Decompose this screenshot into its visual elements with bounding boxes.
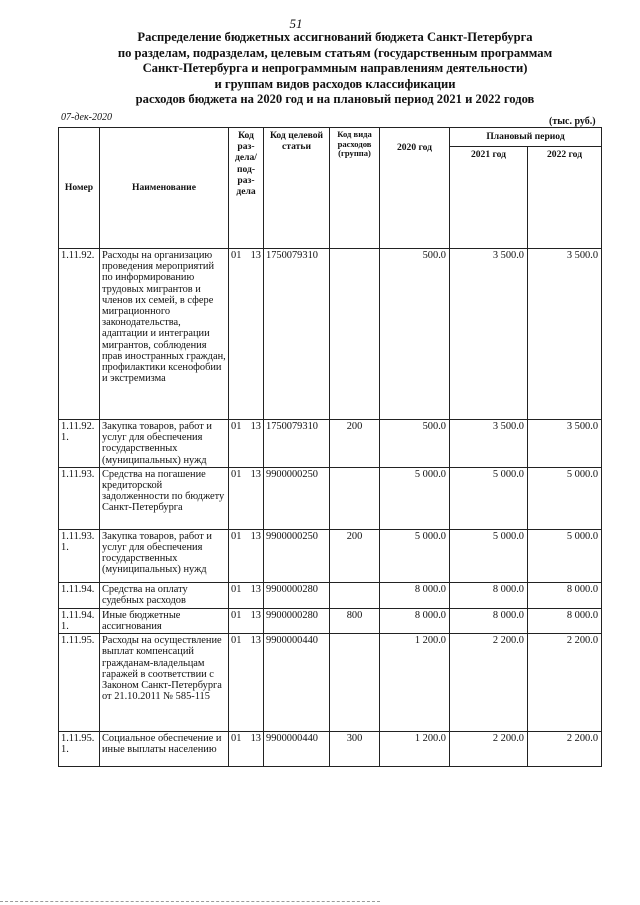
row-value-2021: 3 500.0 xyxy=(450,420,528,468)
row-name: Расходы на организацию проведения мероприятий по информированию трудовых мигрантов и членов их семей, в сфере миграционного законодательства, адаптации и интеграции мигрантов, соблюдения прав иностранных граждан, профилактики ксенофобии и экстремизма xyxy=(100,249,229,420)
row-target-code: 1750079310 xyxy=(264,420,330,468)
row-value-2022: 8 000.0 xyxy=(528,608,602,633)
row-value-2022: 5 000.0 xyxy=(528,467,602,529)
row-number: 1.11.93. xyxy=(59,467,100,529)
title-line: Распределение бюджетных ассигнований бюджета Санкт-Петербурга xyxy=(137,30,533,44)
section-subsection-pair xyxy=(231,610,261,621)
row-expense-type: 300 xyxy=(330,732,380,767)
section-subsection-pair xyxy=(231,531,261,542)
section-subsection-pair xyxy=(231,421,261,432)
row-value-2020: 8 000.0 xyxy=(380,608,450,633)
row-value-2020: 5 000.0 xyxy=(380,467,450,529)
table-row xyxy=(59,420,602,468)
row-target-code: 9900000440 xyxy=(264,634,330,732)
row-number: 1.11.92. 1. xyxy=(59,420,100,468)
section-subsection-pair xyxy=(231,635,261,646)
row-value-2021: 8 000.0 xyxy=(450,582,528,608)
row-value-2020: 500.0 xyxy=(380,249,450,420)
row-subsection: 13 xyxy=(250,609,261,621)
table-row xyxy=(59,582,602,608)
row-value-2021: 2 200.0 xyxy=(450,732,528,767)
header-expense-type-code: Код вида расходов (группа) xyxy=(330,128,380,249)
row-section: 01 xyxy=(231,635,242,647)
row-section-code xyxy=(229,732,264,767)
row-section-code xyxy=(229,249,264,420)
row-value-2021: 5 000.0 xyxy=(450,467,528,529)
row-value-2022: 3 500.0 xyxy=(528,249,602,420)
header-row xyxy=(59,128,602,147)
header-target-code: Код целевой статьи xyxy=(264,128,330,249)
row-subsection: 13 xyxy=(250,468,261,480)
table-row xyxy=(59,608,602,633)
table-row xyxy=(59,634,602,732)
title-line: Санкт-Петербурга и непрограммным направлениям деятельности) xyxy=(142,61,528,75)
row-subsection: 13 xyxy=(250,733,261,745)
row-name: Средства на оплату судебных расходов xyxy=(100,582,229,608)
row-subsection: 13 xyxy=(250,530,261,542)
row-number: 1.11.92. xyxy=(59,249,100,420)
row-section-code xyxy=(229,608,264,633)
section-subsection-pair xyxy=(231,250,261,261)
row-expense-type xyxy=(330,249,380,420)
row-name: Социальное обеспечение и иные выплаты населению xyxy=(100,732,229,767)
row-value-2021: 5 000.0 xyxy=(450,529,528,582)
budget-table xyxy=(58,127,602,767)
row-value-2021: 8 000.0 xyxy=(450,608,528,633)
row-expense-type: 200 xyxy=(330,529,380,582)
table-row xyxy=(59,467,602,529)
units-label: (тыс. руб.) xyxy=(549,116,596,127)
row-number: 1.11.94. 1. xyxy=(59,608,100,633)
header-2020: 2020 год xyxy=(380,128,450,249)
row-value-2020: 1 200.0 xyxy=(380,732,450,767)
title-line: и группам видов расходов классификации xyxy=(214,76,456,91)
row-value-2022: 2 200.0 xyxy=(528,732,602,767)
document-date: 07-дек-2020 xyxy=(61,112,112,123)
row-section-code xyxy=(229,529,264,582)
header-number: Номер xyxy=(59,128,100,249)
title-line: по разделам, подразделам, целевым статьям (государственным программам xyxy=(117,45,553,60)
row-target-code: 9900000280 xyxy=(264,608,330,633)
header-name: Наименование xyxy=(100,128,229,249)
row-section: 01 xyxy=(231,609,242,621)
row-value-2020: 1 200.0 xyxy=(380,634,450,732)
row-number: 1.11.93. 1. xyxy=(59,529,100,582)
row-name: Расходы на осуществление выплат компенсаций гражданам-владельцам гаражей в соответствии с Законом Санкт-Петербурга от 21.10.2011 № 585-115 xyxy=(100,634,229,732)
row-section: 01 xyxy=(231,468,242,480)
row-target-code: 9900000250 xyxy=(264,467,330,529)
document-title xyxy=(80,30,590,108)
row-section: 01 xyxy=(231,250,242,261)
row-value-2022: 8 000.0 xyxy=(528,582,602,608)
row-subsection: 13 xyxy=(250,583,261,595)
table-row xyxy=(59,732,602,767)
row-section: 01 xyxy=(231,733,242,745)
row-name: Закупка товаров, работ и услуг для обеспечения государственных (муниципальных) нужд xyxy=(100,420,229,468)
row-value-2021: 2 200.0 xyxy=(450,634,528,732)
page-number: 51 xyxy=(289,16,303,31)
row-expense-type xyxy=(330,467,380,529)
footer-divider xyxy=(0,901,380,903)
title-line: расходов бюджета на 2020 год и на плановый период 2021 и 2022 годов xyxy=(135,92,535,106)
table-row xyxy=(59,529,602,582)
section-subsection-pair xyxy=(231,469,261,480)
row-target-code: 1750079310 xyxy=(264,249,330,420)
header-2022: 2022 год xyxy=(528,147,602,249)
row-number: 1.11.95. 1. xyxy=(59,732,100,767)
header-planned-period: Плановый период xyxy=(450,128,602,147)
table-body xyxy=(59,249,602,767)
section-subsection-pair xyxy=(231,584,261,595)
row-expense-type xyxy=(330,634,380,732)
row-value-2020: 8 000.0 xyxy=(380,582,450,608)
row-name: Иные бюджетные ассигнования xyxy=(100,608,229,633)
row-value-2020: 500.0 xyxy=(380,420,450,468)
row-subsection: 13 xyxy=(250,250,261,261)
row-section-code xyxy=(229,582,264,608)
header-2021: 2021 год xyxy=(450,147,528,249)
row-section-code xyxy=(229,467,264,529)
row-number: 1.11.95. xyxy=(59,634,100,732)
table-row xyxy=(59,249,602,420)
header-section-code: Код раз-дела/ под-раз-дела xyxy=(229,128,264,249)
row-section: 01 xyxy=(231,583,242,595)
row-value-2022: 3 500.0 xyxy=(528,420,602,468)
row-expense-type: 200 xyxy=(330,420,380,468)
row-section-code xyxy=(229,420,264,468)
row-name: Закупка товаров, работ и услуг для обеспечения государственных (муниципальных) нужд xyxy=(100,529,229,582)
row-subsection: 13 xyxy=(250,635,261,647)
row-name: Средства на погашение кредиторской задолженности по бюджету Санкт-Петербурга xyxy=(100,467,229,529)
row-section: 01 xyxy=(231,421,242,432)
row-target-code: 9900000280 xyxy=(264,582,330,608)
row-section: 01 xyxy=(231,530,242,542)
row-number: 1.11.94. xyxy=(59,582,100,608)
section-subsection-pair xyxy=(231,733,261,744)
row-target-code: 9900000250 xyxy=(264,529,330,582)
row-expense-type xyxy=(330,582,380,608)
row-target-code: 9900000440 xyxy=(264,732,330,767)
budget-table-wrapper xyxy=(58,127,601,767)
row-subsection: 13 xyxy=(250,421,261,432)
row-value-2020: 5 000.0 xyxy=(380,529,450,582)
row-expense-type: 800 xyxy=(330,608,380,633)
row-section-code xyxy=(229,634,264,732)
row-value-2021: 3 500.0 xyxy=(450,249,528,420)
row-value-2022: 2 200.0 xyxy=(528,634,602,732)
row-value-2022: 5 000.0 xyxy=(528,529,602,582)
